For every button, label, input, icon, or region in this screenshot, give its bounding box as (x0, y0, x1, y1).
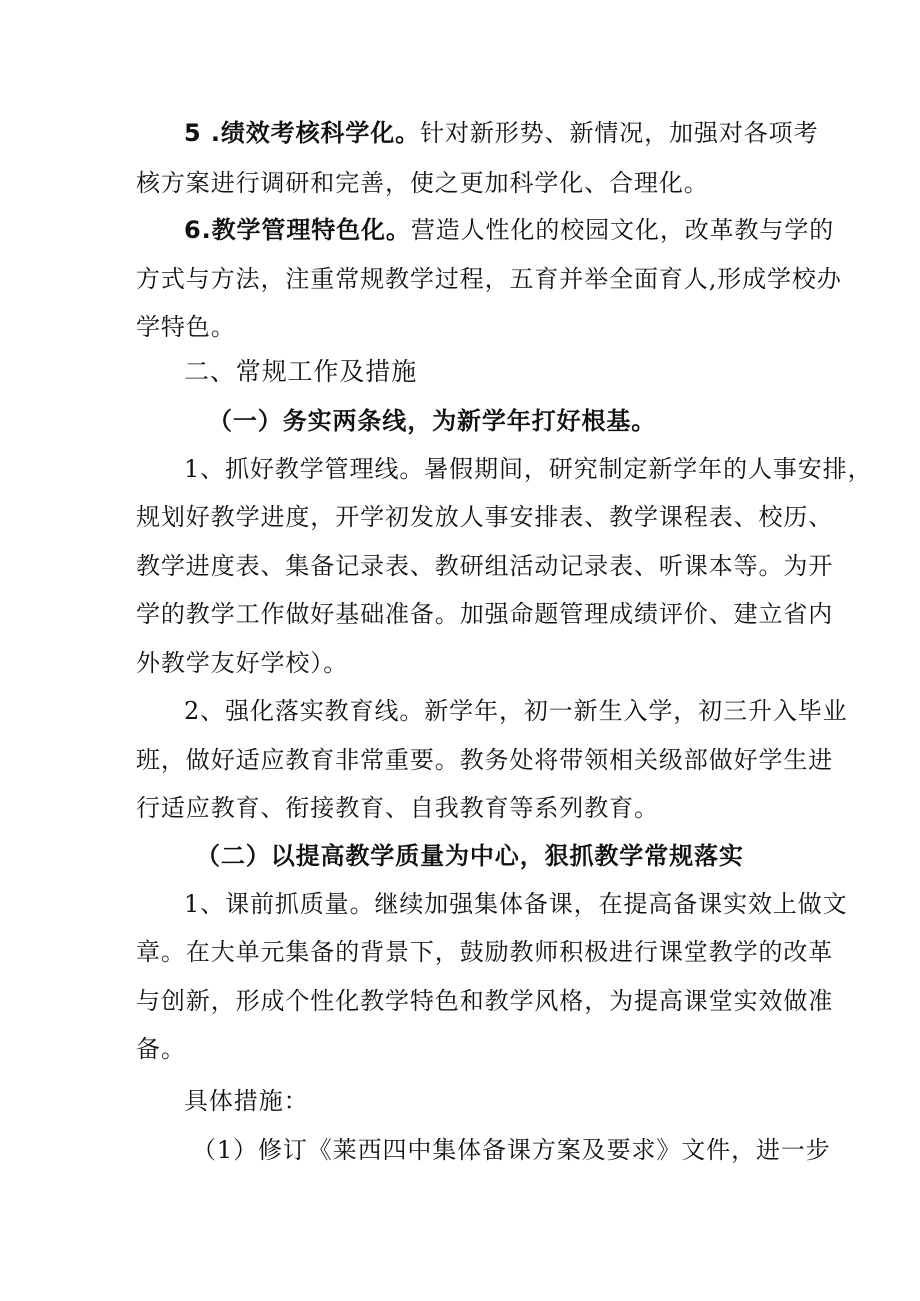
sub1-p1-line-4: 学的教学工作做好基础准备。加强命题管理成绩评价、建立省内 (136, 600, 834, 628)
item-6-line-2: 方式与方法，注重常规教学过程，五育并举全面育人,形成学校办 (136, 265, 842, 293)
measure-1-line: （1）修订《莱西四中集体备课方案及要求》文件，进一步 (192, 1136, 831, 1164)
sub1-p2-line-3: 行适应教育、衔接教育、自我教育等系列教育。 (136, 794, 659, 822)
subsection-1-heading: （一）务实两条线，为新学年打好根基。 (208, 407, 657, 435)
subsection-2-heading: （二）以提高教学质量为中心，狠抓教学常规落实 (196, 842, 744, 870)
item-5-text: 针对新形势、新情况，加强对各项考 (420, 119, 819, 147)
item-5-line-1 (184, 116, 819, 150)
sub1-p1-line-1: 1、抓好教学管理线。暑假期间，研究制定新学年的人事安排， (184, 455, 873, 483)
item-5-label: 5 .绩效考核科学化。 (184, 119, 421, 147)
sub1-p2-line-1: 2、强化落实教育线。新学年，初一新生入学，初三升入毕业 (184, 697, 848, 725)
item-6-text: 营造人性化的校园文化，改革教与学的 (410, 216, 835, 244)
sub2-p1-line-3: 与创新，形成个性化教学特色和教学风格，为提高课堂实效做准 (136, 987, 834, 1015)
sub2-p1-line-1: 1、课前抓质量。继续加强集体备课，在提高备课实效上做文 (184, 890, 848, 918)
section-heading: 二、常规工作及措施 (184, 357, 418, 386)
sub1-p1-line-3: 教学进度表、集备记录表、教研组活动记录表、听课本等。为开 (136, 552, 834, 580)
sub1-p2-line-2: 班，做好适应教育非常重要。教务处将带领相关级部做好学生进 (136, 746, 834, 774)
measures-label: 具体措施： (184, 1087, 309, 1115)
item-6-line-3: 学特色。 (136, 313, 236, 341)
sub1-p1-line-5: 外教学友好学校）。 (136, 649, 349, 677)
item-6-label: 6.教学管理特色化。 (184, 216, 411, 244)
sub2-p1-line-4: 备。 (136, 1035, 186, 1063)
sub2-p1-line-2: 章。在大单元集备的背景下，鼓励教师积极进行课堂教学的改革 (136, 938, 834, 966)
sub1-p1-line-2: 规划好教学进度，开学初发放人事安排表、教学课程表、校历、 (136, 503, 834, 531)
item-5-line-2: 核方案进行调研和完善，使之更加科学化、合理化。 (136, 169, 709, 197)
item-6-line-1 (184, 213, 835, 247)
